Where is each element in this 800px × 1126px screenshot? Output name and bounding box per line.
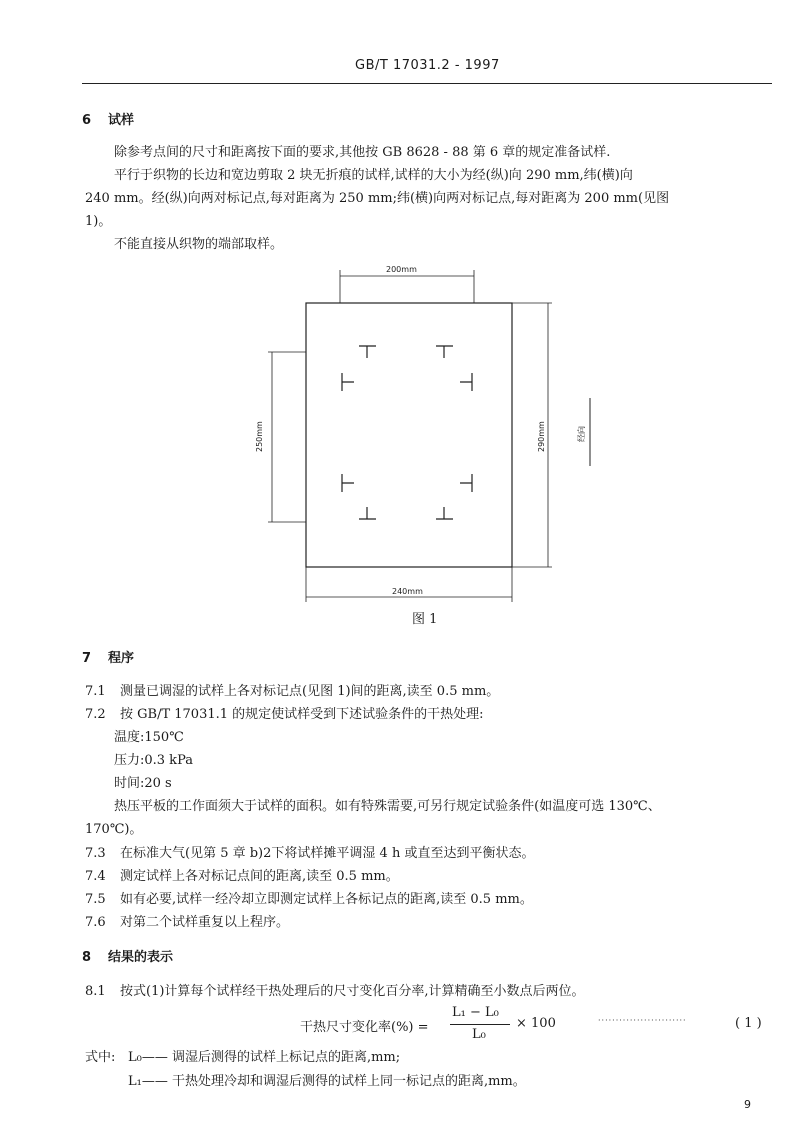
formula-number: ( 1 ): [735, 1016, 762, 1031]
formula-multiplier: × 100: [516, 1016, 556, 1031]
note-line-1: 热压平板的工作面须大于试样的面积。如有特殊需要,可另行规定试验条件(如温度可选 130℃、: [114, 799, 661, 814]
formula-leader-dots: ·························: [598, 1016, 687, 1025]
item-7-1-text: 测量已调湿的试样上各对标记点(见图 1)间的距离,读至 0.5 mm。: [120, 684, 500, 699]
marker-lower-right: [460, 474, 472, 492]
direction-label: 经向: [577, 426, 586, 442]
marker-top-right: [436, 346, 453, 358]
section-8-number: 8: [82, 950, 92, 965]
item-7-4-number: 7.4: [85, 869, 106, 884]
item-7-1-number: 7.1: [85, 684, 106, 699]
item-7-5-number: 7.5: [85, 892, 106, 907]
section-7-title: 程序: [108, 651, 135, 666]
marker-bottom-right: [436, 507, 453, 519]
specimen-outline: [306, 303, 512, 567]
note-line-2: 170℃)。: [85, 822, 143, 837]
sec6-paragraph-2-line-3: 1)。: [85, 214, 112, 229]
item-8-1-number: 8.1: [85, 984, 106, 999]
marker-bottom-left: [359, 507, 376, 519]
marker-upper-left: [342, 373, 354, 391]
condition-temperature: 温度:150℃: [114, 730, 184, 745]
section-6-number: 6: [82, 113, 92, 128]
condition-pressure: 压力:0.3 kPa: [114, 753, 193, 768]
section-8-title: 结果的表示: [108, 950, 174, 965]
section-7-number: 7: [82, 651, 92, 666]
definition-l0: L₀—— 调湿后测得的试样上标记点的距离,mm;: [128, 1050, 401, 1065]
dim-bottom-label: 240mm: [392, 587, 423, 596]
figure-caption: 图 1: [412, 612, 438, 627]
sec6-paragraph-3: 不能直接从织物的端部取样。: [114, 237, 284, 252]
section-6-title: 试样: [108, 113, 135, 128]
item-7-6-text: 对第二个试样重复以上程序。: [120, 915, 290, 930]
item-7-3-text: 在标准大气(见第 5 章 b)2下将试样摊平调湿 4 h 或直至达到平衡状态。: [120, 846, 535, 861]
standard-number-header: GB/T 17031.2 - 1997: [355, 58, 500, 73]
item-8-1-text: 按式(1)计算每个试样经干热处理后的尺寸变化百分率,计算精确至小数点后两位。: [120, 984, 585, 999]
formula-denominator: L₀: [472, 1027, 486, 1042]
item-7-2-number: 7.2: [85, 707, 106, 722]
dim-left-label: 250mm: [255, 421, 264, 452]
definition-l1: L₁—— 干热处理冷却和调湿后测得的试样上同一标记点的距离,mm。: [128, 1074, 526, 1089]
where-label: 式中:: [85, 1050, 116, 1065]
item-7-4-text: 测定试样上各对标记点间的距离,读至 0.5 mm。: [120, 869, 399, 884]
condition-time: 时间:20 s: [114, 776, 172, 791]
item-7-2-text: 按 GB/T 17031.1 的规定使试样受到下述试验条件的干热处理:: [120, 707, 484, 722]
dim-right-label: 290mm: [537, 421, 546, 452]
sec6-paragraph-1: 除参考点间的尺寸和距离按下面的要求,其他按 GB 8628 - 88 第 6 章的规定准备试样.: [114, 145, 611, 160]
marker-top-left: [359, 346, 376, 358]
dim-top-label: 200mm: [386, 265, 417, 274]
item-7-6-number: 7.6: [85, 915, 106, 930]
page-number: 9: [744, 1098, 751, 1111]
formula-numerator: L₁ − L₀: [452, 1005, 499, 1020]
marker-lower-left: [342, 474, 354, 492]
sec6-paragraph-2-line-2: 240 mm。经(纵)向两对标记点,每对距离为 250 mm;纬(横)向两对标记点,每对距离为 200 mm(见图: [85, 191, 670, 206]
formula-lhs: 干热尺寸变化率(%) =: [300, 1020, 429, 1035]
marker-upper-right: [460, 373, 472, 391]
item-7-3-number: 7.3: [85, 846, 106, 861]
formula-fraction-bar: [450, 1024, 510, 1025]
sec6-paragraph-2-line-1: 平行于织物的长边和宽边剪取 2 块无折痕的试样,试样的大小为经(纵)向 290 mm,纬(横)向: [114, 168, 633, 183]
item-7-5-text: 如有必要,试样一经冷却立即测定试样上各标记点的距离,读至 0.5 mm。: [120, 892, 533, 907]
